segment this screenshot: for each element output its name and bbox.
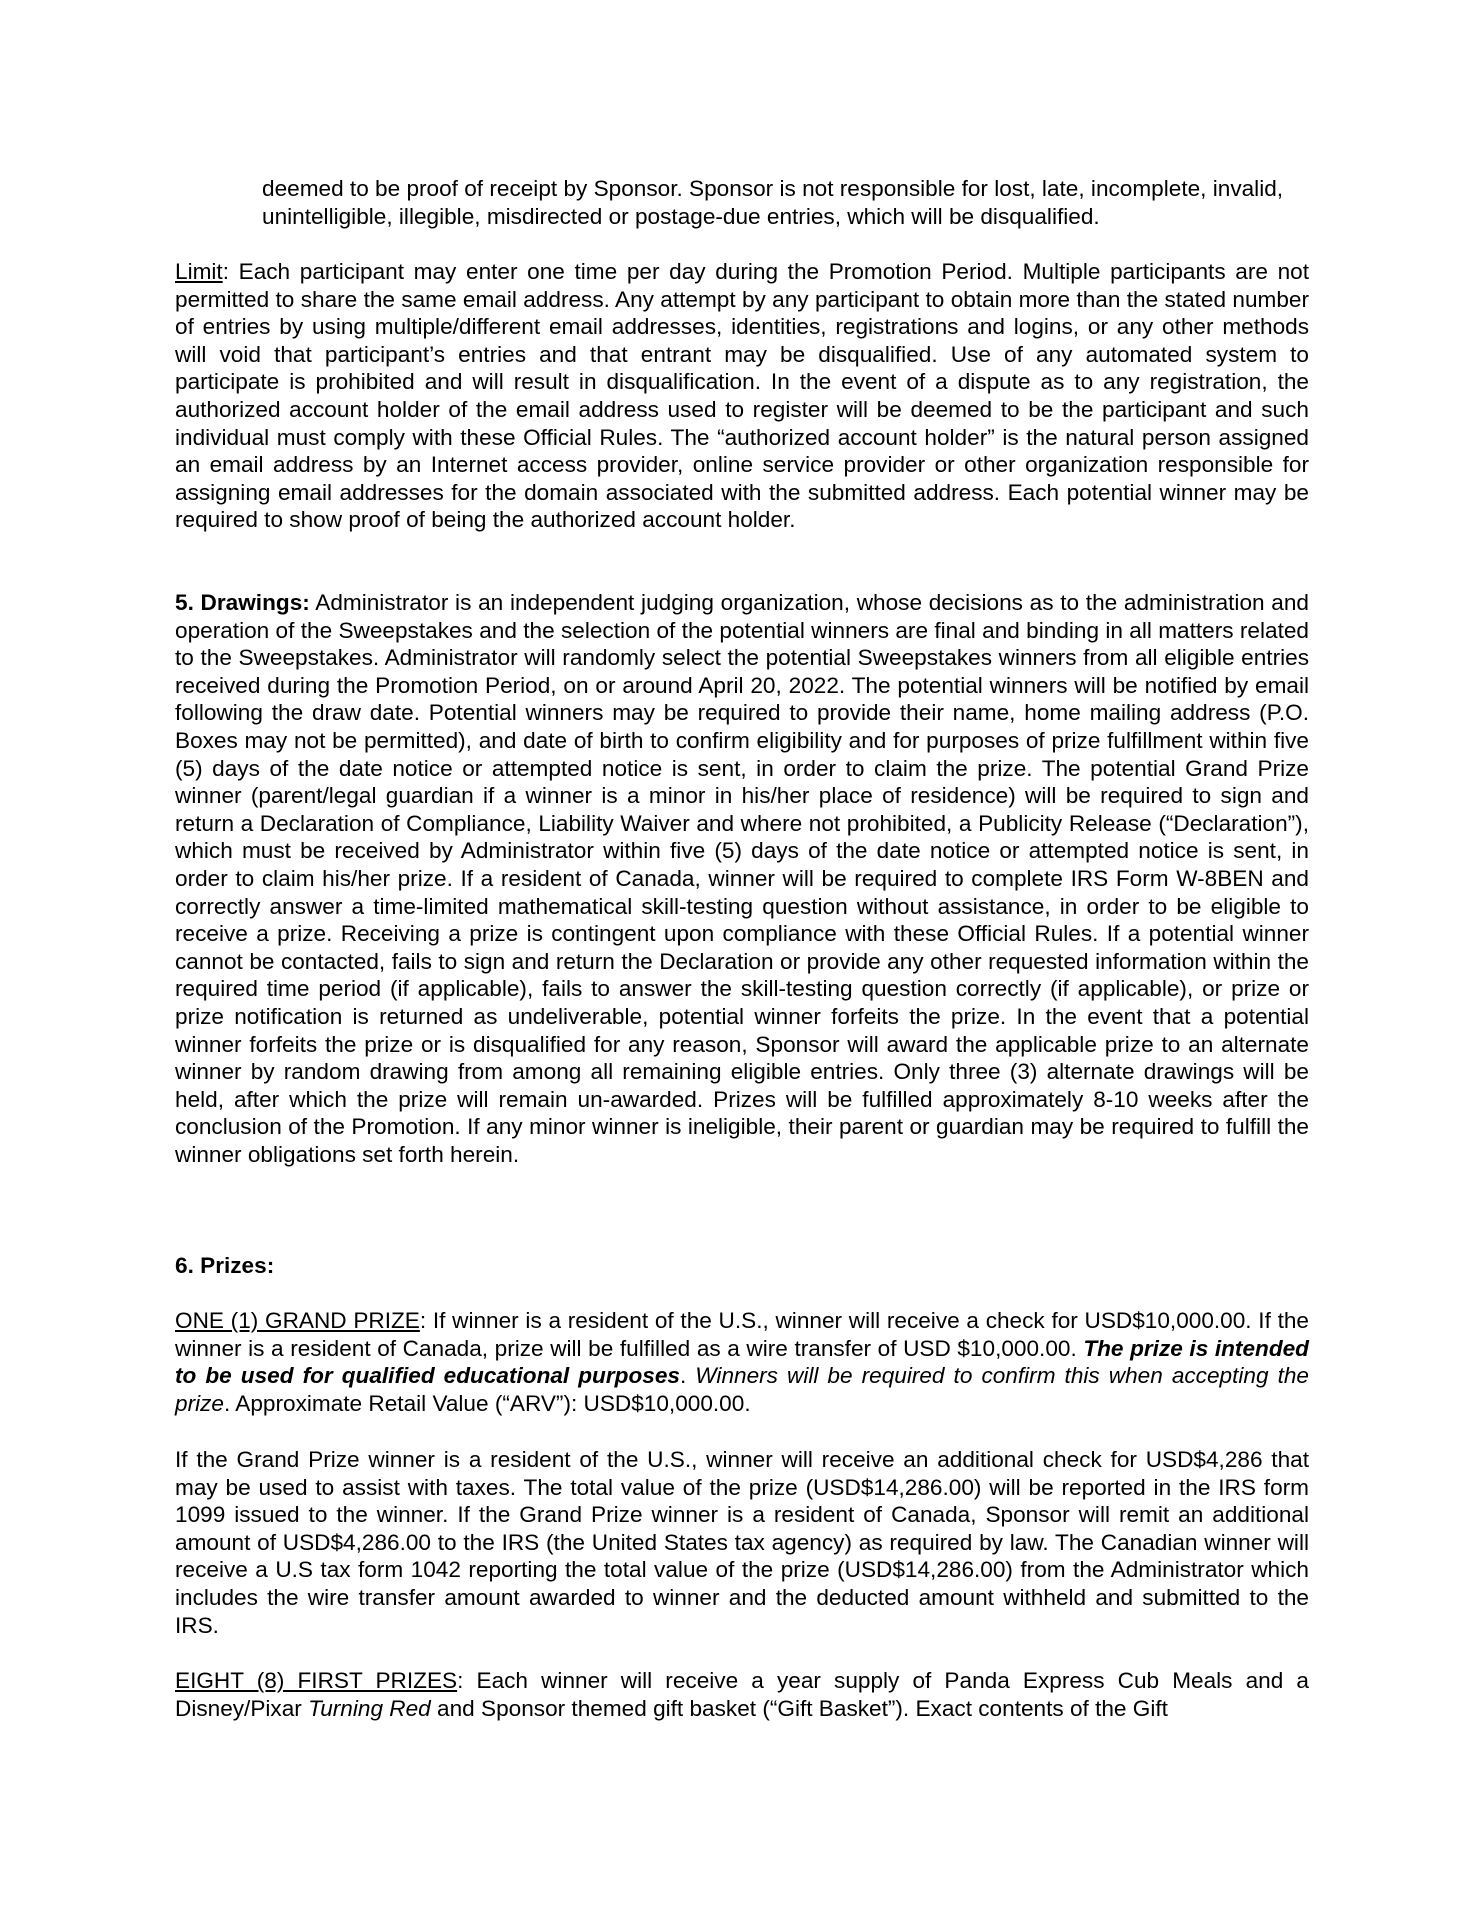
- tax-paragraph: [175, 1446, 1309, 1639]
- grand-prize-confirm-note: Winners will be required to confirm this when accepting the prize: [175, 1363, 1309, 1416]
- grand-prize-label: ONE (1) GRAND PRIZE: [175, 1308, 420, 1333]
- first-prizes-label: EIGHT (8) FIRST PRIZES: [175, 1668, 458, 1693]
- drawings-text: Administrator is an independent judging organization, whose decisions as to the administration and operation of the Sweepstakes and the selection of the potential winners are final and binding in all matters related to the Sweepstakes. Administrator will randomly select the potential Sweepstakes winners from all eligible entries received during the Promotion Period, on or around April 20, 2022. The potential winners will be notified by email following the draw date. Potential winners may be required to provide their name, home mailing address (P.O. Boxes may not be permitted), and date of birth to confirm eligibility and for purposes of prize fulfillment within five (5) days of the date notice or attempted notice is sent, in order to claim the prize. The potential Grand Prize winner (parent/legal guardian if a winner is a minor in his/her place of residence) will be required to sign and return a Declaration of Compliance, Liability Waiver and where not prohibited, a Publicity Release (“Declaration”), which must be received by Administrator within five (5) days of the date notice or attempted notice is sent, in order to claim his/her prize. If a resident of Canada, winner will be required to complete IRS Form W-8BEN and correctly answer a time-limited mathematical skill-testing question without assistance, in order to be eligible to receive a prize. Receiving a prize is contingent upon compliance with these Official Rules. If a potential winner cannot be contacted, fails to sign and return the Declaration or provide any other requested information within the required time period (if applicable), fails to answer the skill-testing question correctly (if applicable), or prize or prize notification is returned as undeliverable, potential winner forfeits the prize. In the event that a potential winner forfeits the prize or is disqualified for any reason, Sponsor will award the applicable prize to an alternate winner by random drawing from among all remaining eligible entries. Only three (3) alternate drawings will be held, after which the prize will remain un-awarded. Prizes will be fulfilled approximately 8-10 weeks after the conclusion of the Promotion. If any minor winner is ineligible, their parent or guardian may be required to fulfill the winner obligations set forth herein.: [175, 590, 1309, 1167]
- grand-prize-tail: . Approximate Retail Value (“ARV”): USD$10,000.00.: [223, 1390, 751, 1416]
- prizes-heading-paragraph: [175, 1252, 1309, 1280]
- limit-label: Limit: [175, 259, 223, 284]
- movie-title: Turning Red: [308, 1695, 431, 1721]
- prizes-heading: 6. Prizes:: [175, 1253, 275, 1278]
- grand-prize-educational-note: The prize is intended to be used for qualified educational purposes: [175, 1335, 1309, 1389]
- grand-prize-text: : If winner is a resident of the U.S., winner will receive a check for USD$10,000.00. If the winner is a resident of Canada, prize will be fulfilled as a wire transfer of USD $10,000.00.: [175, 1308, 1309, 1361]
- limit-paragraph: [175, 258, 1309, 534]
- grand-prize-sep: .: [679, 1363, 696, 1389]
- first-prizes-tail: and Sponsor themed gift basket (“Gift Basket”). Exact contents of the Gift: [430, 1695, 1168, 1721]
- intro-text: deemed to be proof of receipt by Sponsor. Sponsor is not responsible for lost, late, incomplete, invalid, unintelligible, illegible, misdirected or postage-due entries, which will be disqualified.: [262, 176, 1284, 229]
- tax-text: If the Grand Prize winner is a resident of the U.S., winner will receive an additional check for USD$4,286 that may be used to assist with taxes. The total value of the prize (USD$14,286.00) will be reported in the IRS form 1099 issued to the winner. If the Grand Prize winner is a resident of Canada, Sponsor will remit an additional amount of USD$4,286.00 to the IRS (the United States tax agency) as required by law. The Canadian winner will receive a U.S tax form 1042 reporting the total value of the prize (USD$14,286.00) from the Administrator which includes the wire transfer amount awarded to winner and the deducted amount withheld and submitted to the IRS.: [175, 1447, 1309, 1638]
- first-prizes-text: : Each winner will receive a year supply of Panda Express Cub Meals and a Disney/Pixar: [175, 1668, 1309, 1721]
- drawings-heading: 5. Drawings:: [175, 590, 310, 615]
- grand-prize-paragraph: [175, 1307, 1309, 1417]
- first-prizes-paragraph: [175, 1667, 1309, 1722]
- limit-text: : Each participant may enter one time per day during the Promotion Period. Multiple participants are not permitted to share the same email address. Any attempt by any participant to obtain more than the stated number of entries by using multiple/different email addresses, identities, registrations and logins, or any other methods will void that participant’s entries and that entrant may be disqualified. Use of any automated system to participate is prohibited and will result in disqualification. In the event of a dispute as to any registration, the authorized account holder of the email address used to register will be deemed to be the participant and such individual must comply with these Official Rules. The “authorized account holder” is the natural person assigned an email address by an Internet access provider, online service provider or other organization responsible for assigning email addresses for the domain associated with the submitted address. Each potential winner may be required to show proof of being the authorized account holder.: [175, 259, 1309, 533]
- drawings-paragraph: [175, 589, 1309, 1168]
- intro-paragraph: [262, 175, 1309, 230]
